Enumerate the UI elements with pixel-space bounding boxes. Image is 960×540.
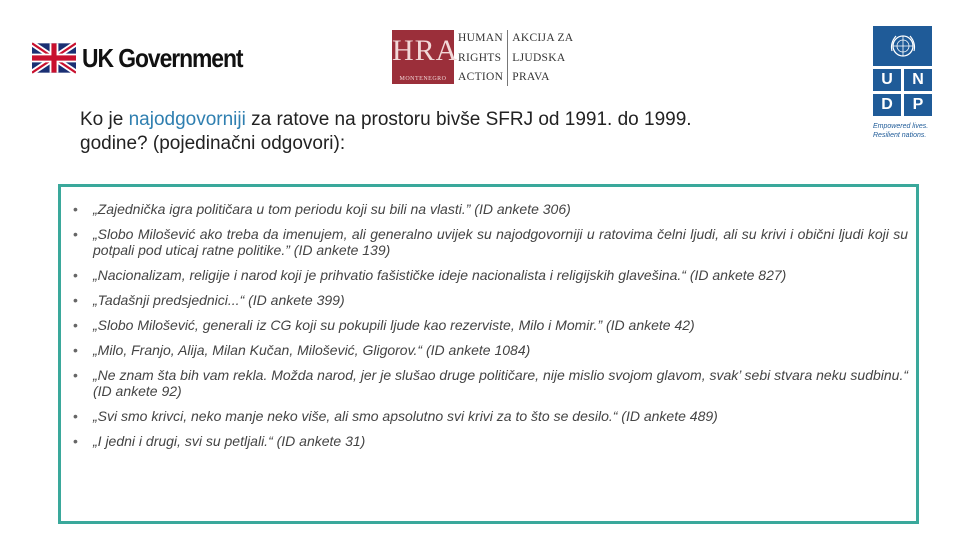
quote-item [73,433,908,449]
undp-letters [873,69,935,116]
quote-text: „Tadašnji predsjednici...“ (ID ankete 399) [93,292,345,308]
bullet-icon: • [73,292,78,308]
bullet-icon: • [73,201,78,217]
hra-word: ACTION [458,71,504,83]
quote-item [73,342,908,358]
title-part-1: Ko je [80,109,129,130]
quote-item [73,408,908,424]
quote-item [73,367,908,399]
bullet-icon: • [73,408,78,424]
union-jack-flag-icon [32,41,76,75]
quote-text: „Slobo Milošević ako treba da imenujem, ali generalno uvijek su najodgovorniji u ratovima čelni ljudi, ali su krivi i obični ljudi koji su potpali pod uticaj ratne politike.” (ID ankete 139) [93,226,908,258]
hra-word: HUMAN [458,32,503,44]
hra-local-name [512,30,573,86]
hra-letters: HRA [392,34,459,67]
undp-logo [873,26,935,140]
undp-letter: D [873,94,901,116]
undp-tagline-line: Empowered lives. [873,123,929,130]
bullet-icon: • [73,267,78,283]
quote-text: „Svi smo krivci, neko manje neko više, ali smo apsolutno svi krivi za to što se desilo.“ (ID ankete 489) [93,408,718,424]
hra-word: LJUDSKA [512,51,566,64]
quote-item [73,267,908,283]
quote-text: „Nacionalizam, religije i narod koji je prihvatio fašističke ideje nacionalista i religijskih glavešina.“ (ID ankete 827) [93,267,787,283]
undp-tagline [873,122,935,140]
quote-item [73,317,908,333]
un-emblem-icon [873,26,932,66]
uk-government-text: UK Government [82,42,243,73]
bullet-icon: • [73,433,78,449]
bullet-icon: • [73,367,78,383]
bullet-icon: • [73,342,78,358]
hra-emblem [392,30,459,84]
hra-divider [507,30,508,86]
quote-item [73,201,908,217]
quotes-box [58,184,919,524]
quote-text: „Milo, Franjo, Alija, Milan Kučan, Milošević, Gligorov.“ (ID ankete 1084) [93,342,531,358]
undp-letter: N [904,69,932,91]
bullet-icon: • [73,317,78,333]
hra-logo [392,30,573,86]
undp-letter: U [873,69,901,91]
hra-english-name [454,30,503,86]
quote-text: „Ne znam šta bih vam rekla. Možda narod, jer je slušao druge političare, nije mislio svojom glavom, svak’ sebi stvara neku sudbinu.“ (ID ankete 92) [93,367,908,399]
slide-title [80,108,720,156]
hra-word: PRAVA [512,71,550,83]
quote-text: „Slobo Milošević, generali iz CG koji su pokupili ljude kao rezerviste, Milo i Momir.” (ID ankete 42) [93,317,695,333]
undp-letter: P [904,94,932,116]
quote-text: „Zajednička igra političara u tom periodu koji su bili na vlasti.” (ID ankete 306) [93,201,571,217]
title-highlight: najodgovorniji [128,109,246,130]
bullet-icon: • [73,226,78,242]
quote-item [73,292,908,308]
quote-item [73,226,908,258]
hra-word: RIGHTS [458,51,502,64]
quote-text: „I jedni i drugi, svi su petljali.“ (ID ankete 31) [93,433,366,449]
undp-tagline-line: Resilient nations. [873,132,927,139]
quotes-list [61,187,916,449]
hra-subtitle: MONTENEGRO [399,76,447,82]
title-part-2: za ratove na prostoru bivše SFRJ od 1991. do 1999. godine? (pojedinačni odgovori): [80,109,692,154]
hra-word: AKCIJA ZA [512,32,574,44]
uk-government-logo [32,38,243,78]
